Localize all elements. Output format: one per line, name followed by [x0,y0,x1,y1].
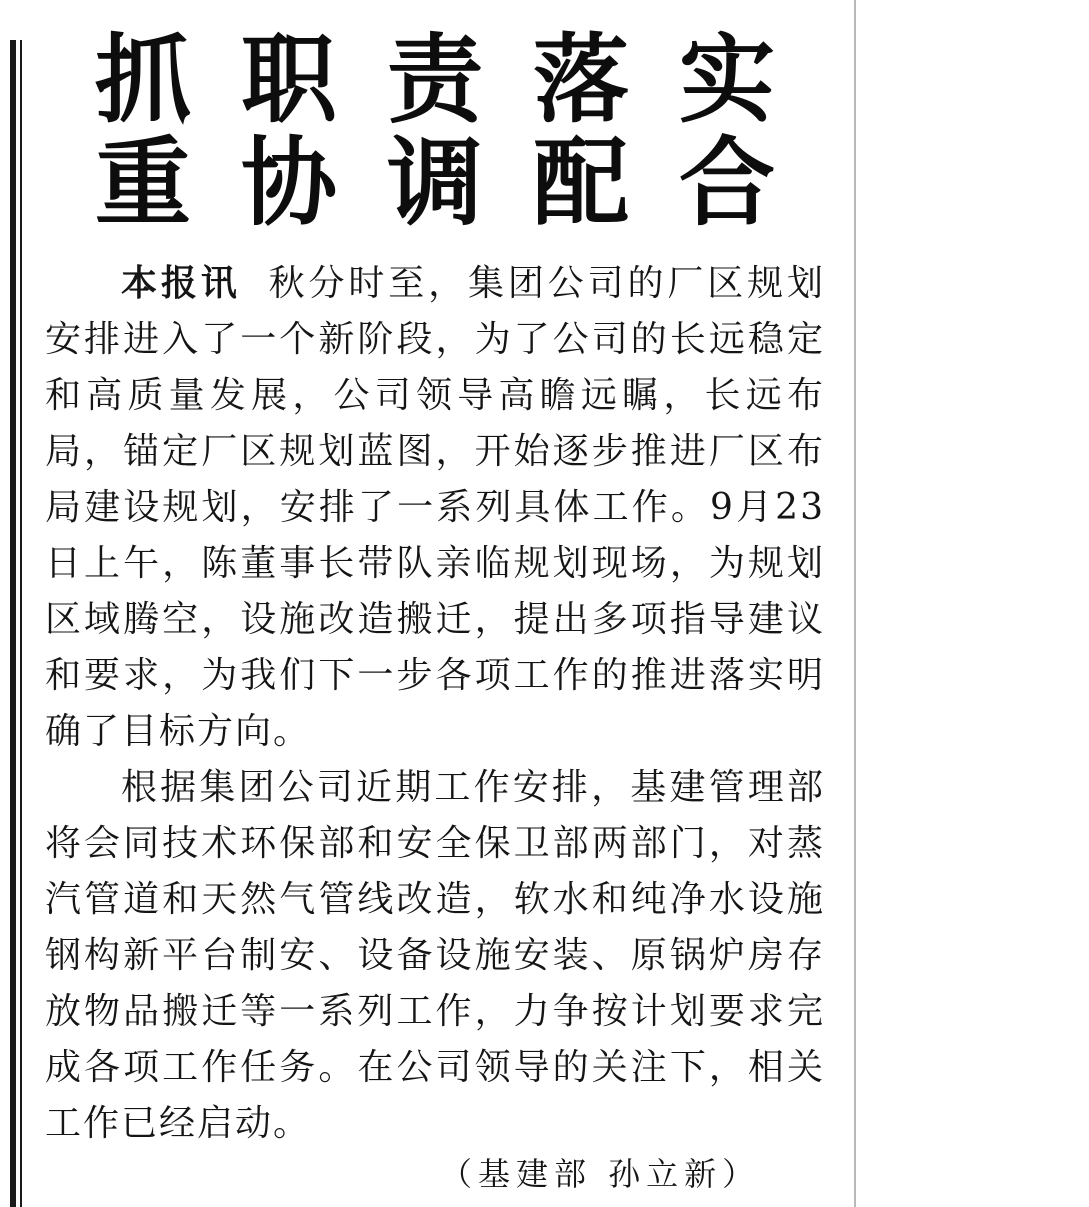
headline-line-2: 重协调配合 [95,126,825,239]
paragraph-1-text: 秋分时至，集团公司的厂区规划安排进入了一个新阶段，为了公司的长远稳定和高质量发展，公司领导高瞻远瞩，长远布局，锚定厂区规划蓝图，开始逐步推进厂区布局建设规划，安排了一系列具体工作。9月23日上午，陈董事长带队亲临规划现场，为规划区域腾空，设施改造搬迁，提出多项指导建议和要求，为我们下一步各项工作的推进落实明确了目标方向。 [45,263,825,752]
lead-label: 本报讯 [121,263,241,304]
article-paragraph-2 [45,760,825,1152]
left-border-thick-rule [10,40,16,1207]
left-border-thin-rule [20,40,22,1207]
column-divider [854,0,856,1207]
headline-line-1: 抓职责落实 [95,23,825,136]
article-paragraph-1 [45,256,825,760]
paragraph-2-text: 根据集团公司近期工作安排，基建管理部将会同技术环保部和安全保卫部两部门，对蒸汽管道和天然气管线改造，软水和纯净水设施钢构新平台制安、设备设施安装、原锅炉房存放物品搬迁等一系列工作，力争按计划要求完成各项工作任务。在公司领导的关注下，相关工作已经启动。 [45,767,825,1144]
byline: （基建部 孙立新） [440,1155,761,1193]
